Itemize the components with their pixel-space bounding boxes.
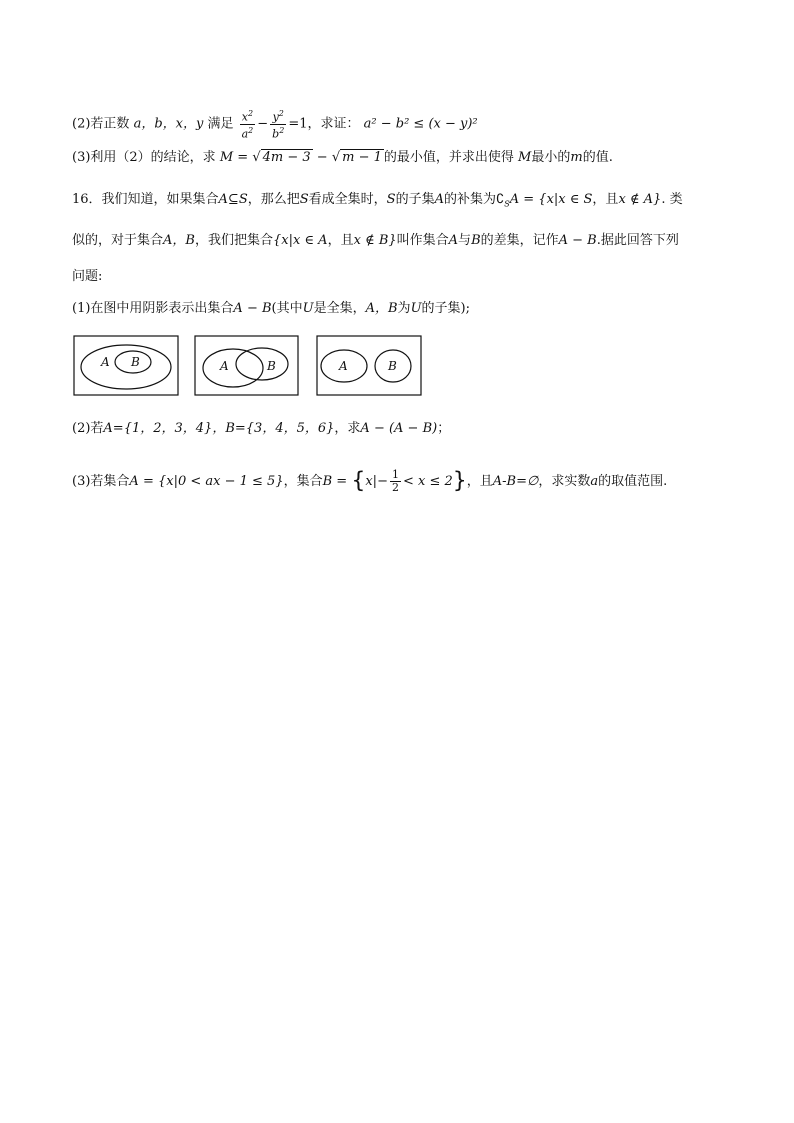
venn-diagram-disjoint xyxy=(316,335,422,396)
text: .据此回答下列 xyxy=(596,233,679,248)
math: A⊆S xyxy=(218,192,248,207)
text: (2)若正数 xyxy=(72,116,130,132)
inequality: a² − b² ≤ (x − y)² xyxy=(363,116,478,132)
text: (3)利用（2）的结论，求 xyxy=(72,150,216,165)
var-m: m xyxy=(570,150,583,165)
text: 16．我们知道，如果集合 xyxy=(72,192,219,207)
venn2-label-a: A xyxy=(220,359,229,373)
math: S xyxy=(299,192,309,207)
radicand: 4m − 3 xyxy=(262,150,311,165)
sqrt-2: √ m − 1 xyxy=(331,150,382,165)
math: x ∉ A} xyxy=(618,192,662,207)
sqrt-1: √ 4m − 3 xyxy=(252,150,311,165)
math: U xyxy=(302,301,314,316)
math: B = xyxy=(322,474,352,489)
text: 的最小值，并求出使得 xyxy=(383,150,514,165)
math: A − B xyxy=(233,301,272,316)
math: {x|x ∈ A xyxy=(272,233,328,248)
math: A − (A − B) xyxy=(360,421,438,436)
q16-part1 xyxy=(72,299,734,319)
var-M: M xyxy=(219,150,234,165)
fraction-x2-a2: $\frac{x^2}{a^2}$ xyxy=(241,109,254,141)
q16-line2 xyxy=(72,231,734,251)
text: ； xyxy=(437,421,451,436)
q15-part3 xyxy=(72,148,734,168)
text: ，求实数 xyxy=(538,474,591,489)
text: 是全集， xyxy=(313,301,366,316)
venn2-label-b: B xyxy=(267,359,276,373)
q16-part2 xyxy=(72,419,734,439)
math: x xyxy=(365,474,373,489)
q16-line1: 16．我们知道，如果集合A⊆S，那么把S看成全集时，S的子集A的补集为$∁_SA = \{x|x$ ∈ S，且x ∉ A}. 类 xyxy=(72,192,683,209)
venn1-label-a: A xyxy=(101,355,110,369)
text: ，那么把 xyxy=(247,192,300,207)
q15-part2: (2)若正数 a，b，x，y 满足 $\frac{x^2}{a^2}$ − $\frac{y^2}{b^2}$ =1，求证： a² − b² ≤ (x − y)² xyxy=(72,109,478,141)
text: (2)若 xyxy=(72,421,104,436)
venn-diagram-b-subset-a xyxy=(73,335,179,396)
text: (3)若集合 xyxy=(72,474,130,489)
right-brace: } xyxy=(452,468,467,494)
venn3-label-b: B xyxy=(388,359,397,373)
text: (1)在图中用阴影表示出集合 xyxy=(72,301,234,316)
text: . 类 xyxy=(661,192,683,207)
complement-symbol: ∁ xyxy=(496,192,505,207)
venn3-label-a: A xyxy=(339,359,348,373)
math: A={1，2，3，4}，B={3，4，5，6} xyxy=(103,421,335,436)
text: 为 xyxy=(397,301,411,316)
text: ，我们把集合 xyxy=(194,233,273,248)
math: U xyxy=(410,301,422,316)
numerator: 1 xyxy=(391,468,399,481)
text: ，集合 xyxy=(283,474,323,489)
math: A xyxy=(448,233,459,248)
math: A = {x|0 < ax − 1 ≤ 5} xyxy=(129,474,284,489)
math: A，B xyxy=(365,301,398,316)
math: a xyxy=(590,474,599,489)
venn-diagram-intersecting xyxy=(194,335,299,396)
left-brace: { xyxy=(351,468,366,494)
math: x ∉ B} xyxy=(353,233,397,248)
text: ，求证： xyxy=(307,116,360,132)
text: ，且 xyxy=(327,233,354,248)
text: 的子集 xyxy=(395,192,435,207)
text: (其中 xyxy=(271,301,303,316)
text: 的取值范围. xyxy=(598,474,668,489)
text: 似的，对于集合 xyxy=(72,233,164,248)
fraction-y2-b2: $\frac{y^2}{b^2}$ xyxy=(272,109,285,141)
q16-part3: (3)若集合A = {x|0 < ax − 1 ≤ 5}，集合B = {x|− $\frac{1}{2}$ < x ≤ 2}，且A-B=∅，求实数a的取值范围. xyxy=(72,468,668,494)
var-M: M xyxy=(518,150,532,165)
venn1-label-b: B xyxy=(131,355,140,369)
denominator: 2 xyxy=(391,481,399,494)
math: A = {x|x ∈ S xyxy=(509,192,593,207)
text: =1 xyxy=(288,116,308,132)
math: A − B xyxy=(558,233,597,248)
math: A，B xyxy=(163,233,195,248)
text: − xyxy=(312,150,332,165)
text: 与 xyxy=(458,233,472,248)
text: 的差集，记作 xyxy=(480,233,559,248)
text: 最小的 xyxy=(531,150,571,165)
text: 的补集为 xyxy=(443,192,496,207)
text: 看成全集时， xyxy=(308,192,387,207)
radicand: m − 1 xyxy=(342,150,382,165)
text: ，求 xyxy=(334,421,361,436)
text: = xyxy=(233,150,253,165)
fraction-one-half xyxy=(390,469,401,494)
math: S xyxy=(386,192,396,207)
text: 的值. xyxy=(582,150,613,165)
variables: a，b，x，y xyxy=(133,116,204,132)
text: 的子集); xyxy=(421,301,470,316)
math: < x ≤ 2 xyxy=(402,474,453,489)
math: A xyxy=(434,192,444,207)
text: 叫作集合 xyxy=(396,233,449,248)
text: ，且 xyxy=(592,192,619,207)
math: B xyxy=(471,233,481,248)
text: 满足 xyxy=(207,116,234,132)
text: ，且 xyxy=(466,474,493,489)
minus: − xyxy=(377,474,388,489)
q16-line3: 问题: xyxy=(72,269,103,284)
math: A-B=∅ xyxy=(492,474,539,489)
